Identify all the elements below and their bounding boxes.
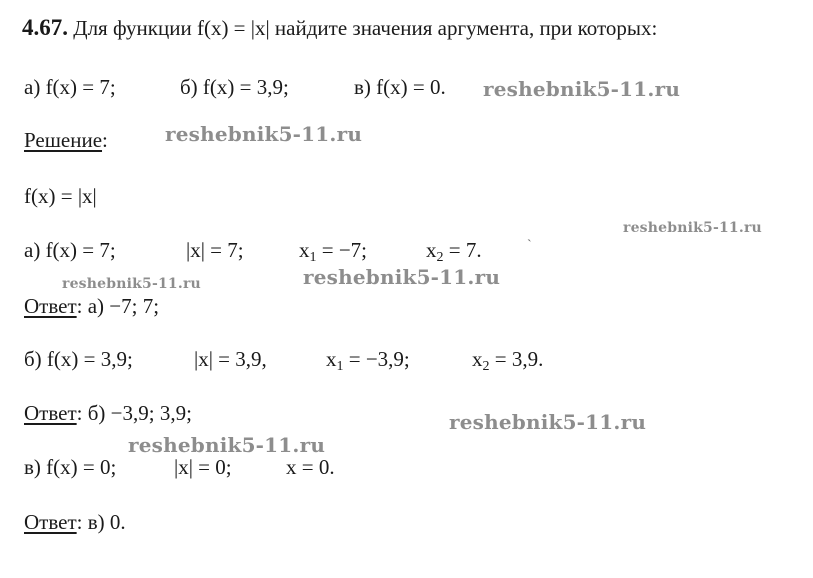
part-b-x2: $x_2 = 3,9$. [472, 347, 544, 374]
answer-c [24, 512, 126, 533]
watermark: reshebnik5-11.ru [303, 265, 501, 289]
watermark: reshebnik5-11.ru [62, 276, 201, 292]
watermark: reshebnik5-11.ru [623, 220, 762, 236]
answer-b [24, 403, 192, 424]
answer-b-label: Ответ [24, 401, 77, 425]
part-a-x2: $x_2 = 7$. [426, 238, 482, 265]
function-definition: f(x) = |x| [24, 184, 97, 208]
part-a-row [24, 240, 544, 266]
task-b: б) f(x) = 3,9; [180, 75, 289, 99]
answer-a-text: : а) −7; 7; [76, 294, 160, 318]
answer-a [24, 296, 159, 317]
task-c: в) f(x) = 0. [354, 75, 446, 99]
problem-header [22, 16, 657, 39]
watermark: reshebnik5-11.ru [165, 122, 363, 146]
part-c-row [24, 457, 384, 483]
task-a: а) f(x) = 7; [24, 75, 116, 99]
part-c-equation: в) f(x) = 0; [24, 455, 117, 479]
part-a-x1: $x_1 = -7$; [299, 238, 368, 265]
stray-mark: ˋ [527, 238, 532, 253]
answer-c-label: Ответ [24, 510, 77, 534]
solution-label: Решение [24, 128, 103, 152]
answer-a-label: Ответ [24, 294, 77, 318]
watermark: reshebnik5-11.ru [449, 410, 647, 434]
answer-c-text: : в) 0. [76, 510, 126, 534]
solution-heading [24, 130, 108, 151]
part-b-row [24, 349, 584, 375]
part-a-equation: а) f(x) = 7; [24, 238, 116, 262]
part-c-x: x = 0. [286, 455, 335, 479]
solution-colon: : [102, 128, 108, 152]
problem-statement: Для функции f(x) = |x| найдите значения аргумента, при которых: [73, 16, 658, 40]
part-a-abs: |x| = 7; [186, 238, 244, 262]
problem-number: 4.67. [22, 15, 68, 40]
part-b-abs: |x| = 3,9, [194, 347, 267, 371]
tasks-row [24, 77, 504, 101]
answer-b-text: : б) −3,9; 3,9; [76, 401, 192, 425]
part-b-x1: $x_1 = -3,9$; [326, 347, 410, 374]
part-c-abs: |x| = 0; [174, 455, 232, 479]
watermark: reshebnik5-11.ru [128, 433, 326, 457]
watermark: reshebnik5-11.ru [483, 77, 681, 101]
part-b-equation: б) f(x) = 3,9; [24, 347, 133, 371]
